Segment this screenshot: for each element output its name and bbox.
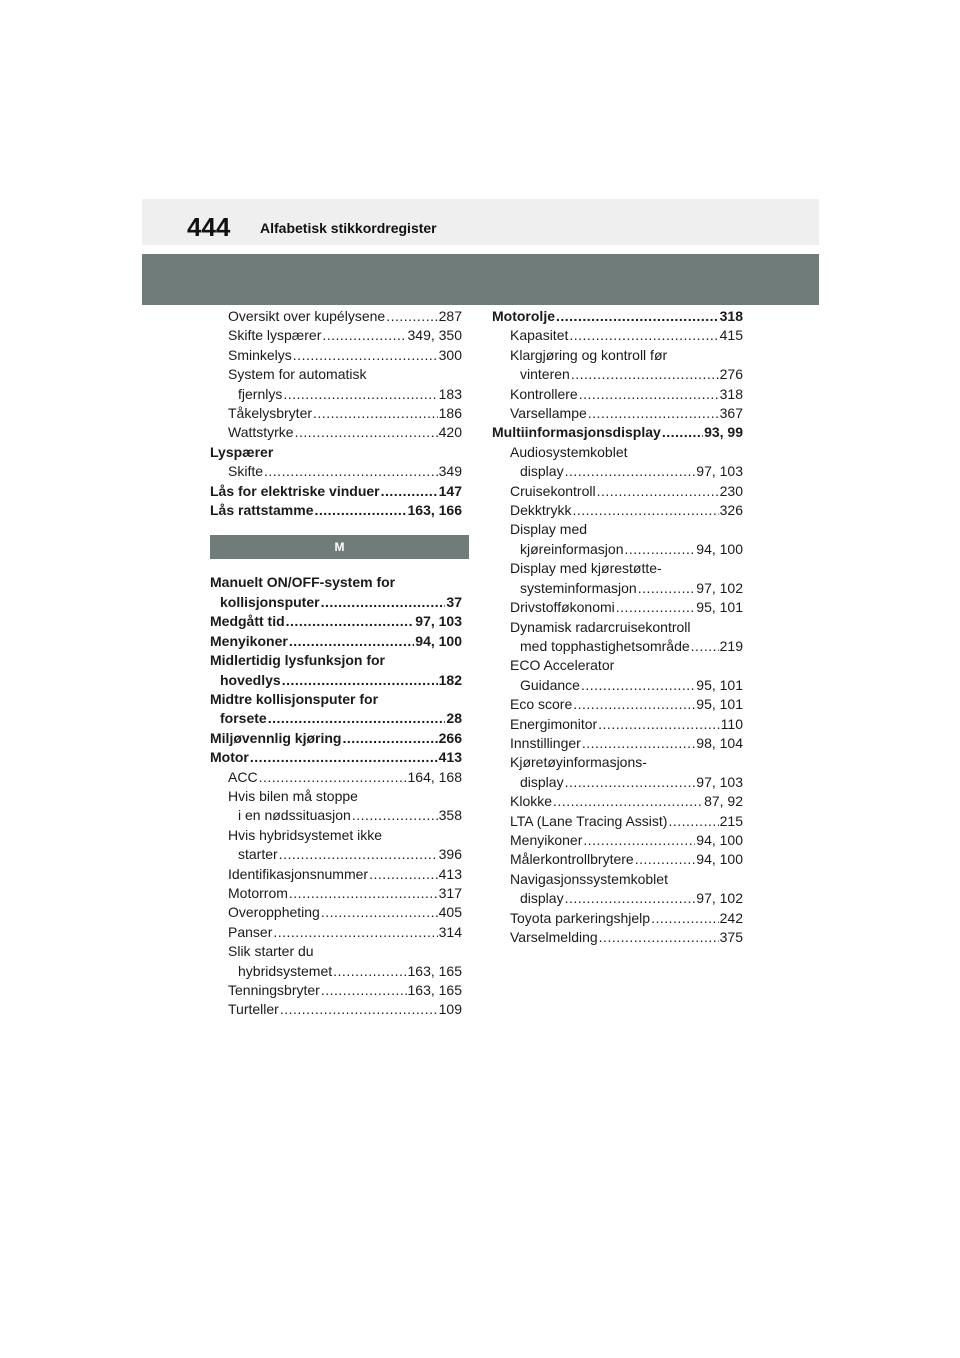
index-entry bbox=[492, 326, 743, 345]
dot-leader bbox=[280, 1000, 438, 1019]
dot-leader bbox=[321, 981, 407, 1000]
dot-leader bbox=[588, 404, 719, 423]
index-entry-pages: 94, 100 bbox=[696, 540, 743, 557]
index-entry-pages: 87, 92 bbox=[704, 793, 743, 810]
index-entry-label: Medgått tid bbox=[210, 613, 285, 630]
dot-leader bbox=[598, 715, 720, 734]
index-entry-label: Overoppheting bbox=[228, 904, 320, 921]
dot-leader bbox=[565, 773, 696, 792]
index-entry bbox=[492, 792, 743, 811]
dot-leader bbox=[386, 307, 437, 326]
dot-leader bbox=[581, 676, 695, 695]
index-entry-pages: 163, 165 bbox=[407, 962, 462, 979]
index-entry-pages: 375 bbox=[719, 929, 743, 945]
index-entry bbox=[210, 748, 462, 767]
index-entry bbox=[492, 501, 743, 520]
index-entry bbox=[492, 443, 743, 482]
index-entry-label: Målerkontrollbrytere bbox=[510, 851, 634, 868]
index-entry bbox=[210, 612, 462, 631]
dot-leader bbox=[352, 806, 438, 825]
index-entry-heading: Kjøretøyinformasjons- bbox=[510, 754, 647, 771]
dot-leader bbox=[662, 423, 703, 442]
index-entry-label: Skifte bbox=[228, 463, 264, 480]
dot-leader bbox=[282, 671, 438, 690]
index-entry-heading: Manuelt ON/OFF-system for bbox=[210, 574, 396, 591]
index-entry bbox=[492, 870, 743, 909]
index-entry-pages: 230 bbox=[719, 482, 743, 499]
dot-leader bbox=[264, 462, 438, 481]
dot-leader bbox=[273, 923, 437, 942]
dot-leader bbox=[556, 307, 719, 326]
index-entry-label: Motorrom bbox=[228, 884, 288, 901]
index-entry-label: Eco score bbox=[510, 696, 573, 713]
index-entry-pages: 95, 101 bbox=[696, 696, 743, 713]
dot-leader bbox=[313, 404, 438, 423]
dot-leader bbox=[635, 850, 696, 869]
index-entry-pages: 318 bbox=[719, 385, 743, 402]
index-entry-heading: Lyspærer bbox=[210, 443, 274, 460]
dot-leader bbox=[553, 792, 703, 811]
index-entry bbox=[210, 981, 462, 1000]
index-entry-label: Miljøvennlig kjøring bbox=[210, 729, 342, 746]
index-entry-label: hovedlys bbox=[220, 671, 281, 688]
index-entry-heading: Hvis bilen må stoppe bbox=[228, 787, 358, 804]
index-group-l bbox=[210, 307, 462, 520]
index-entry-pages: 98, 104 bbox=[696, 734, 743, 751]
index-entry bbox=[210, 690, 462, 729]
index-entry bbox=[210, 787, 462, 826]
index-entry-label: Skifte lyspærer bbox=[228, 327, 322, 344]
index-entry bbox=[210, 573, 462, 612]
index-entry-pages: 182 bbox=[438, 671, 462, 688]
page-title: Alfabetisk stikkordregister bbox=[260, 220, 437, 236]
index-entry-pages: 314 bbox=[438, 923, 462, 940]
index-entry-pages: 95, 101 bbox=[696, 676, 743, 693]
index-group-m-continued bbox=[492, 307, 743, 947]
index-entry-label: Dekktrykk bbox=[510, 502, 572, 519]
index-entry-heading: Hvis hybridsystemet ikke bbox=[228, 826, 383, 843]
index-entry-label: display bbox=[520, 890, 564, 907]
index-entry bbox=[210, 404, 462, 423]
dot-leader bbox=[293, 346, 438, 365]
index-entry bbox=[210, 501, 462, 520]
index-entry-pages: 183 bbox=[438, 385, 462, 402]
index-entry-pages: 97, 102 bbox=[696, 579, 743, 596]
index-entry-pages: 186 bbox=[438, 405, 462, 422]
index-entry-pages: 300 bbox=[438, 346, 462, 363]
index-entry-label: vinteren bbox=[520, 366, 570, 383]
index-entry bbox=[492, 695, 743, 714]
index-entry-pages: 97, 103 bbox=[696, 773, 743, 790]
index-entry-pages: 164, 168 bbox=[407, 768, 462, 785]
index-entry bbox=[210, 423, 462, 442]
index-entry bbox=[210, 884, 462, 903]
dot-leader bbox=[250, 748, 438, 767]
index-entry-label: Oversikt over kupélysene bbox=[228, 308, 386, 324]
dot-leader bbox=[651, 909, 719, 928]
index-entry bbox=[492, 307, 743, 326]
index-entry bbox=[492, 520, 743, 559]
index-entry bbox=[492, 734, 743, 753]
index-entry bbox=[492, 909, 743, 928]
index-entry bbox=[210, 482, 462, 501]
index-entry-pages: 147 bbox=[438, 482, 462, 499]
index-entry-label: Varselmelding bbox=[510, 929, 598, 945]
index-entry bbox=[492, 850, 743, 869]
index-entry bbox=[210, 307, 462, 326]
index-entry-label: Sminkelys bbox=[228, 346, 292, 363]
index-entry bbox=[492, 831, 743, 850]
index-entry-label: Lås rattstamme bbox=[210, 502, 314, 519]
index-entry bbox=[492, 559, 743, 598]
dot-leader bbox=[268, 709, 446, 728]
index-entry-label: Drivstofføkonomi bbox=[510, 599, 615, 616]
index-entry-label: Lås for elektriske vinduer bbox=[210, 482, 380, 499]
index-entry bbox=[210, 632, 462, 651]
index-entry-pages: 405 bbox=[438, 904, 462, 921]
index-entry-pages: 367 bbox=[719, 405, 743, 422]
index-entry-label: Turteller bbox=[228, 1001, 279, 1018]
index-entry-label: Motorolje bbox=[492, 308, 555, 324]
index-entry-label: Identifikasjonsnummer bbox=[228, 865, 369, 882]
letter-heading-m: M bbox=[210, 535, 469, 559]
index-entry-label: Menyikoner bbox=[210, 632, 288, 649]
index-entry bbox=[210, 443, 462, 462]
dot-leader bbox=[565, 462, 696, 481]
index-entry-pages: 326 bbox=[719, 502, 743, 519]
index-entry bbox=[210, 865, 462, 884]
index-entry bbox=[492, 482, 743, 501]
section-band bbox=[142, 254, 819, 305]
index-entry bbox=[210, 729, 462, 748]
dot-leader bbox=[571, 365, 719, 384]
index-entry bbox=[210, 768, 462, 787]
index-entry-pages: 110 bbox=[720, 715, 743, 732]
index-entry bbox=[492, 404, 743, 423]
index-entry-pages: 276 bbox=[719, 366, 743, 383]
dot-leader bbox=[579, 385, 719, 404]
dot-leader bbox=[286, 612, 415, 631]
dot-leader bbox=[565, 889, 696, 908]
dot-leader bbox=[599, 928, 719, 947]
dot-leader bbox=[283, 385, 437, 404]
dot-leader bbox=[638, 579, 696, 598]
index-entry-label: Guidance bbox=[520, 676, 580, 693]
index-entry bbox=[210, 365, 462, 404]
index-entry-label: Menyikoner bbox=[510, 831, 583, 848]
index-entry-label: LTA (Lane Tracing Assist) bbox=[510, 812, 668, 829]
index-entry bbox=[492, 423, 743, 442]
index-entry-label: Tåkelysbryter bbox=[228, 405, 313, 422]
index-entry-label: display bbox=[520, 463, 564, 480]
index-entry-pages: 349, 350 bbox=[407, 327, 462, 344]
index-entry-pages: 413 bbox=[438, 749, 462, 766]
index-entry-pages: 266 bbox=[438, 729, 462, 746]
dot-leader bbox=[572, 501, 718, 520]
index-entry bbox=[492, 598, 743, 617]
index-entry-label: Klokke bbox=[510, 793, 553, 810]
index-entry bbox=[492, 618, 743, 657]
dot-leader bbox=[315, 501, 407, 520]
index-entry-pages: 37 bbox=[446, 593, 462, 610]
index-entry-heading: Display med kjørestøtte- bbox=[510, 560, 662, 577]
index-entry-label: i en nødssituasjon bbox=[238, 807, 351, 824]
dot-leader bbox=[691, 637, 719, 656]
dot-leader bbox=[342, 729, 437, 748]
index-entry bbox=[210, 942, 462, 981]
index-entry-pages: 163, 166 bbox=[407, 502, 462, 519]
index-entry bbox=[492, 656, 743, 695]
index-entry-pages: 93, 99 bbox=[704, 424, 743, 441]
index-entry-label: kollisjonsputer bbox=[220, 593, 320, 610]
index-column-right bbox=[492, 307, 743, 947]
index-column-left bbox=[210, 307, 462, 1020]
index-entry-label: Varsellampe bbox=[510, 405, 587, 422]
index-entry-label: med topphastighetsområde bbox=[520, 637, 690, 654]
index-entry-heading: Midtre kollisjonsputer for bbox=[210, 690, 379, 707]
index-entry-pages: 318 bbox=[719, 308, 743, 324]
dot-leader bbox=[583, 831, 695, 850]
dot-leader bbox=[616, 598, 696, 617]
index-entry bbox=[492, 715, 743, 734]
index-entry-label: Kapasitet bbox=[510, 327, 569, 344]
page-number: 444 bbox=[187, 212, 231, 242]
index-entry-heading: Audiosystemkoblet bbox=[510, 443, 628, 460]
index-entry-label: Kontrollere bbox=[510, 385, 578, 402]
index-entry-label: fjernlys bbox=[238, 385, 283, 402]
index-entry bbox=[492, 346, 743, 385]
index-entry-pages: 349 bbox=[438, 463, 462, 480]
index-entry-pages: 215 bbox=[719, 812, 743, 829]
index-entry-pages: 94, 100 bbox=[415, 632, 462, 649]
dot-leader bbox=[668, 812, 718, 831]
index-entry-heading: Klargjøring og kontroll før bbox=[510, 346, 668, 363]
index-entry bbox=[492, 928, 743, 947]
index-entry bbox=[492, 753, 743, 792]
index-entry-label: systeminformasjon bbox=[520, 579, 637, 596]
index-entry-label: Tenningsbryter bbox=[228, 982, 320, 998]
index-entry-pages: 163, 165 bbox=[407, 982, 462, 998]
index-entry-heading: ECO Accelerator bbox=[510, 657, 615, 674]
index-entry-pages: 97, 102 bbox=[696, 890, 743, 907]
dot-leader bbox=[582, 734, 695, 753]
index-entry-heading: Dynamisk radarcruisekontroll bbox=[510, 618, 691, 635]
index-entry-label: display bbox=[520, 773, 564, 790]
dot-leader bbox=[259, 768, 407, 787]
index-entry bbox=[492, 812, 743, 831]
index-entry bbox=[210, 923, 462, 942]
dot-leader bbox=[321, 593, 446, 612]
index-entry-label: hybridsystemet bbox=[238, 962, 333, 979]
dot-leader bbox=[295, 423, 438, 442]
index-entry-label: Innstillinger bbox=[510, 734, 581, 751]
index-entry-label: Energimonitor bbox=[510, 715, 598, 732]
index-entry bbox=[210, 462, 462, 481]
index-entry-pages: 415 bbox=[719, 327, 743, 344]
dot-leader bbox=[369, 865, 438, 884]
index-entry-pages: 287 bbox=[438, 308, 462, 324]
index-entry-pages: 97, 103 bbox=[696, 463, 743, 480]
dot-leader bbox=[279, 845, 438, 864]
index-entry-label: Panser bbox=[228, 923, 273, 940]
index-entry-pages: 95, 101 bbox=[696, 599, 743, 616]
index-entry bbox=[210, 1000, 462, 1019]
dot-leader bbox=[289, 884, 438, 903]
index-entry-label: Wattstyrke bbox=[228, 424, 294, 441]
dot-leader bbox=[322, 326, 406, 345]
index-entry bbox=[210, 903, 462, 922]
index-entry-heading: Navigasjonssystemkoblet bbox=[510, 870, 668, 887]
index-entry-label: starter bbox=[238, 846, 278, 863]
index-entry-pages: 396 bbox=[438, 846, 462, 863]
index-entry-heading: Slik starter du bbox=[228, 943, 314, 960]
index-entry-label: ACC bbox=[228, 768, 258, 785]
index-entry-label: Toyota parkeringshjelp bbox=[510, 909, 651, 926]
index-entry-pages: 94, 100 bbox=[696, 851, 743, 868]
index-entry-pages: 97, 103 bbox=[415, 613, 462, 630]
index-entry-pages: 219 bbox=[719, 637, 743, 654]
dot-leader bbox=[597, 482, 719, 501]
index-entry bbox=[492, 385, 743, 404]
index-entry-pages: 413 bbox=[438, 865, 462, 882]
index-entry bbox=[210, 651, 462, 690]
index-entry-label: Cruisekontroll bbox=[510, 482, 596, 499]
index-entry-heading: Midlertidig lysfunksjon for bbox=[210, 652, 386, 669]
index-entry-pages: 358 bbox=[438, 807, 462, 824]
index-entry-heading: System for automatisk bbox=[228, 366, 367, 383]
index-entry bbox=[210, 326, 462, 345]
index-entry bbox=[210, 826, 462, 865]
index-entry-label: kjøreinformasjon bbox=[520, 540, 624, 557]
index-entry-pages: 317 bbox=[438, 884, 462, 901]
index-entry-label: Motor bbox=[210, 749, 249, 766]
index-entry-pages: 242 bbox=[719, 909, 743, 926]
dot-leader bbox=[289, 632, 414, 651]
dot-leader bbox=[321, 903, 438, 922]
dot-leader bbox=[573, 695, 695, 714]
header-band bbox=[142, 199, 819, 245]
index-group-m bbox=[210, 573, 462, 1019]
index-entry-pages: 109 bbox=[438, 1001, 462, 1018]
index-entry-heading: Display med bbox=[510, 521, 588, 538]
dot-leader bbox=[569, 326, 718, 345]
index-entry-label: forsete bbox=[220, 710, 267, 727]
index-entry-pages: 28 bbox=[446, 710, 462, 727]
dot-leader bbox=[381, 482, 438, 501]
index-entry bbox=[210, 346, 462, 365]
index-entry-pages: 94, 100 bbox=[696, 831, 743, 848]
index-entry-label: Multiinformasjonsdisplay bbox=[492, 424, 661, 441]
index-entry-pages: 420 bbox=[438, 424, 462, 441]
dot-leader bbox=[624, 540, 695, 559]
dot-leader bbox=[333, 962, 406, 981]
